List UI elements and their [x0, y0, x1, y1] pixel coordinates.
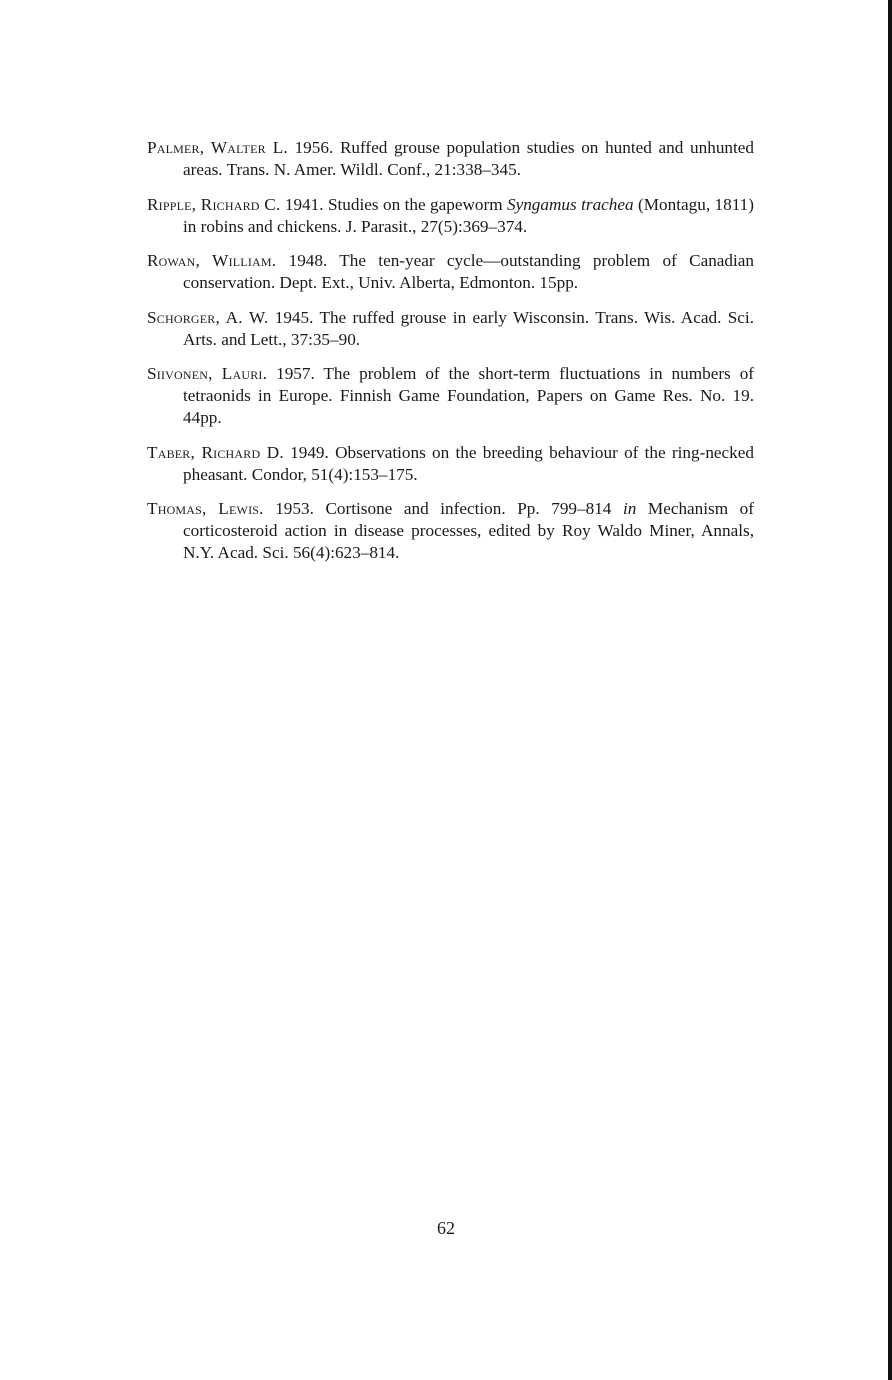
reference-entry: [147, 307, 754, 351]
reference-author: Siivonen, Lauri.: [147, 364, 268, 383]
reference-entry: [147, 498, 754, 564]
reference-author: Palmer, Walter L.: [147, 138, 288, 157]
reference-author: Thomas, Lewis.: [147, 499, 264, 518]
reference-text-continued: Mechanism of corticosteroid action in disease processes, edited by Roy Waldo Miner, Annals, N.Y. Acad. Sci. 56(4):623–814.: [183, 499, 754, 562]
reference-text: 1953. Cortisone and infection. Pp. 799–814: [263, 499, 623, 518]
reference-text: 1948. The ten-year cycle—outstanding problem of Canadian conservation. Dept. Ext., Univ. Alberta, Edmonton. 15pp.: [183, 251, 755, 292]
reference-italic-text: in: [622, 499, 637, 518]
reference-text: 1957. The problem of the short-term fluctuations in numbers of tetraonids in Europe. Finnish Game Foundation, Papers on Game Res. No. 19. 44pp.: [183, 364, 755, 427]
reference-author: Schorger, A. W.: [147, 307, 269, 327]
page-number: 62: [437, 1218, 455, 1238]
reference-entry: [147, 137, 754, 181]
reference-author: Ripple, Richard C.: [147, 194, 281, 214]
reference-list: [147, 137, 754, 577]
reference-author: Taber, Richard D.: [147, 442, 284, 462]
reference-author: Rowan, William.: [147, 251, 277, 270]
reference-entry: [147, 250, 754, 294]
reference-text: 1949. Observations on the breeding behaviour of the ring-necked pheasant. Condor, 51(4):153–175.: [183, 442, 754, 484]
reference-entry: [147, 194, 754, 238]
reference-text-continued: (Montagu, 1811) in robins and chickens. J. Parasit., 27(5):369–374.: [183, 194, 754, 236]
reference-text: 1941. Studies on the gapeworm: [280, 194, 507, 214]
reference-text: 1956. Ruffed grouse population studies on hunted and unhunted areas. Trans. N. Amer. Wildl. Conf., 21:338–345.: [183, 138, 755, 179]
reference-text: 1945. The ruffed grouse in early Wisconsin. Trans. Wis. Acad. Sci. Arts. and Lett., 37:35–90.: [183, 307, 754, 349]
reference-italic-text: Syngamus trachea: [506, 194, 634, 214]
reference-entry: [147, 442, 754, 486]
reference-entry: [147, 363, 754, 429]
